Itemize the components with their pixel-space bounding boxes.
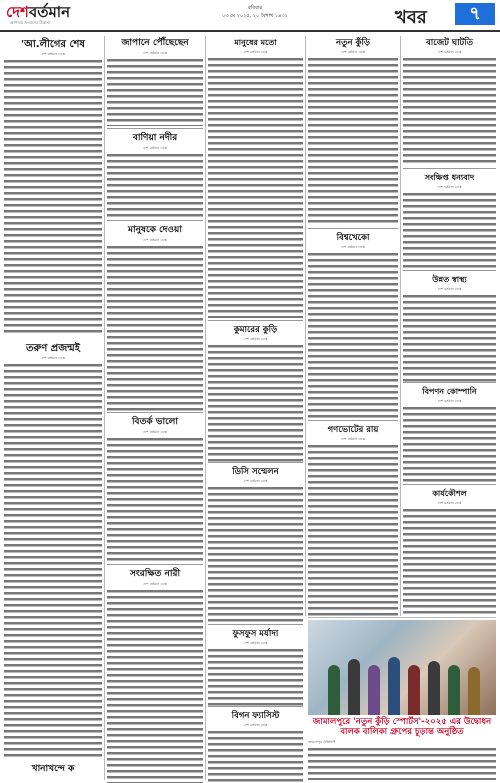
article-byline: দেশ বর্তমান ডেস্ক (437, 500, 462, 505)
article-byline: দেশ বর্তমান ডেস্ক (243, 641, 268, 646)
article-a6 (107, 220, 203, 413)
article-headline: বিপণন কোম্পানি (422, 387, 477, 396)
article-byline: দেশ বর্তমান ডেস্ক (437, 50, 462, 55)
article-headline: উন্নত স্বাস্থ্য (432, 275, 467, 284)
feature-photo (308, 620, 496, 715)
masthead (0, 0, 500, 32)
article-headline: কার্যকৌশল (432, 489, 467, 498)
divider (308, 617, 496, 618)
article-byline: দেশ বর্তমান ডেস্ক (143, 145, 167, 150)
article-byline: দেশ বর্তমান ডেস্ক (437, 184, 462, 189)
article-headline: কুমারের কুড়ি (233, 325, 278, 335)
article-body (208, 345, 303, 463)
article-a20 (403, 382, 496, 485)
photo-caption (308, 740, 496, 780)
article-body (4, 364, 102, 759)
article-a12 (208, 462, 303, 625)
article-a8 (107, 564, 203, 783)
article-headline: সংরক্ষিত নারী (129, 569, 181, 579)
article-byline: দেশ বর্তমান ডেস্ক (41, 52, 65, 56)
article-body (208, 487, 303, 625)
article-headline: বিগন ফ্যাসিস্ট (231, 711, 280, 721)
article-body (208, 649, 303, 707)
photo-figure (328, 665, 340, 715)
article-byline: দেশ বর্তমান ডেস্ক (341, 245, 365, 250)
column-rule (104, 36, 105, 780)
photo-body (308, 748, 496, 780)
article-body (107, 246, 203, 413)
page-number: ৭ (455, 3, 495, 25)
article-headline: মানুষকে দেওয়া (128, 225, 182, 235)
article-headline: মানুষের মতো (234, 38, 277, 47)
article-headline: বাণিয়া নদীর (132, 133, 178, 143)
article-headline: নতুন কুঁড়ি (336, 38, 370, 48)
article-a19 (403, 270, 496, 383)
tagline: আপনার সংবাদের ঠিকানা (10, 20, 51, 25)
article-body (403, 295, 496, 383)
article-a15 (208, 36, 303, 318)
article-byline: দেশ বর্তমান ডেস্ক (437, 398, 462, 403)
section-title: খবর (395, 7, 427, 28)
article-byline: দেশ বর্তমান ডেস্ক (243, 479, 268, 484)
article-a3 (4, 762, 102, 782)
article-a17 (403, 36, 496, 166)
article-body (403, 193, 496, 271)
article-body (107, 438, 203, 565)
weekday: রবিবার (248, 5, 262, 11)
article-a10 (308, 420, 398, 618)
article-byline: দেশ বর্তমান ডেস্ক (341, 50, 365, 55)
article-body (308, 253, 398, 421)
photo-figure (388, 657, 400, 715)
article-body (308, 58, 398, 226)
photo-byline: জামালপুর প্রতিনিধি (308, 740, 336, 744)
logo-part1: দেশ (6, 3, 29, 21)
article-a4 (107, 36, 203, 126)
photo-figure (448, 665, 460, 715)
article-headline: সংক্ষিপ্ত ধন্যবাদ (424, 173, 475, 182)
article-headline: ফুসফুস মর্যাদা (232, 629, 279, 639)
article-body (107, 590, 203, 783)
photo-figure (368, 665, 380, 715)
date: ০৩ মে ২০২৫, ২০ বৈশাখ ১৪৩২ (222, 13, 288, 19)
article-body (107, 154, 203, 221)
article-headline: 'আ.লীগের শেষ (21, 39, 85, 50)
article-a7 (107, 412, 203, 565)
article-headline: গণভোটের রায় (327, 425, 379, 435)
article-a5 (107, 128, 203, 221)
article-byline: দেশ বর্তমান ডেস্ক (143, 50, 167, 55)
article-a2 (4, 340, 102, 760)
photo-headline: জামালপুরে 'নতুন কুঁড়ি স্পোর্টস'-২০২৫ এর উদ্বোধন বালক বালিকা গ্রুপের চূড়ান্ত অনুষ্ঠিত (312, 717, 492, 737)
newspaper-logo (6, 4, 70, 20)
column-rule (400, 36, 401, 616)
article-body (208, 731, 303, 783)
photo-figure (428, 661, 440, 715)
article-byline: দেশ বর্তমান ডেস্ক (243, 723, 268, 728)
article-a16 (308, 36, 398, 226)
article-byline: দেশ বর্তমান ডেস্ক (143, 581, 167, 586)
article-a11 (208, 320, 303, 463)
dateline (170, 4, 340, 20)
photo-figure (408, 665, 420, 715)
article-a14 (208, 706, 303, 783)
article-byline: দেশ বর্তমান ডেস্ক (437, 286, 462, 291)
article-byline: দেশ বর্তমান ডেস্ক (341, 437, 365, 442)
photo-figure (348, 659, 360, 715)
article-headline: তরুণ প্রজন্মই (26, 343, 80, 354)
column-rule (205, 36, 206, 780)
photo-figure (468, 667, 480, 715)
article-headline: বিতর্ক ভালো (131, 417, 178, 427)
article-a13 (208, 624, 303, 707)
article-body (208, 58, 303, 318)
article-body (403, 58, 496, 166)
article-headline: বাজেট ঘাটতি (426, 38, 473, 48)
article-a1 (4, 36, 102, 338)
article-byline: দেশ বর্তমান ডেস্ক (41, 356, 65, 360)
article-body (4, 60, 102, 335)
article-a21 (403, 484, 496, 618)
article-byline: দেশ বর্তমান ডেস্ক (243, 49, 268, 54)
article-byline: দেশ বর্তমান ডেস্ক (243, 337, 268, 342)
article-headline: জাপানে পৌঁছেছেন (121, 38, 189, 48)
logo-part2: বর্তমান (28, 3, 71, 21)
article-headline: বিশ্বখেকো (336, 233, 370, 243)
article-headline: ডিসি সম্মেলন (232, 467, 279, 477)
article-body (107, 59, 203, 126)
article-byline: দেশ বর্তমান ডেস্ক (143, 237, 167, 242)
article-a18 (403, 168, 496, 271)
article-body (308, 445, 398, 618)
article-a9 (308, 228, 398, 421)
article-body (403, 509, 496, 618)
article-body (403, 407, 496, 485)
column-rule (305, 36, 306, 616)
article-byline: দেশ বর্তমান ডেস্ক (143, 429, 167, 434)
article-headline: খানাখন্দে ক (31, 764, 75, 774)
